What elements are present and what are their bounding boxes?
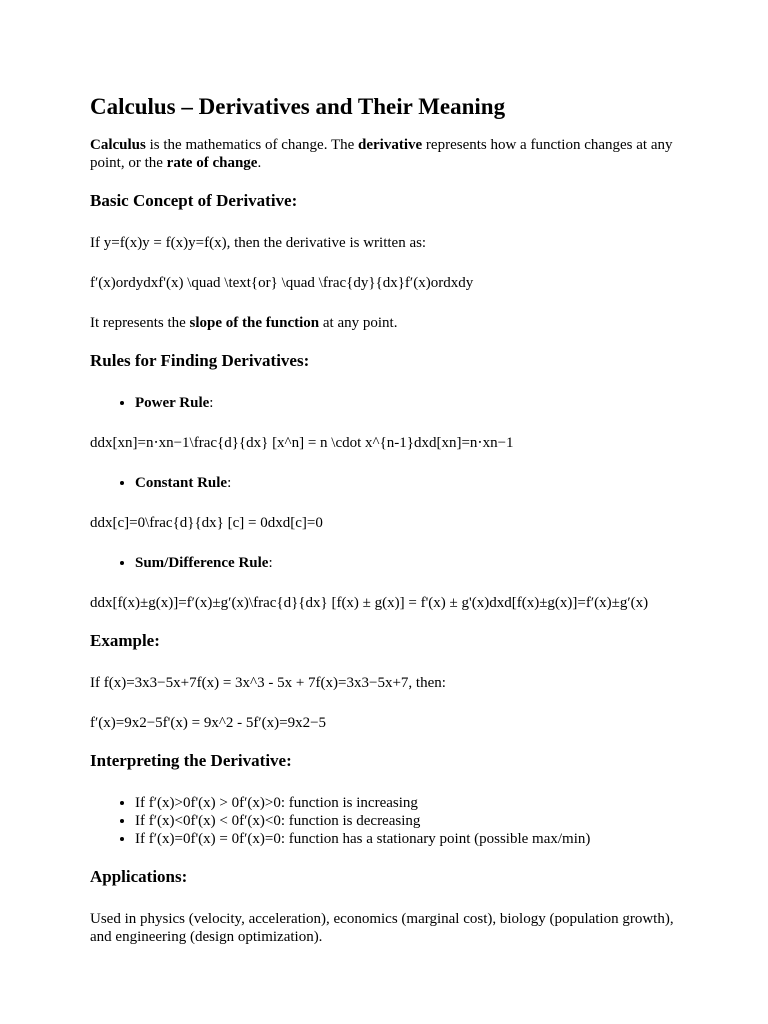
basic-line: If y=f(x)y = f(x)y=f(x), then the derivative is written as: [90,235,427,251]
sum-rule-colon: : [268,555,273,571]
applications-paragraph: Used in physics (velocity, acceleration), economics (marginal cost), biology (population growth), and engineering (design optimization). [90,911,674,945]
list-item [135,554,678,572]
constant-rule-list [90,474,678,492]
heading-rules: Rules for Finding Derivatives: [90,351,310,370]
page-title: Calculus – Derivatives and Their Meaning [90,94,506,119]
intro-text-2: represents how a function changes at any point, or the [90,137,673,171]
example-function-line: If f(x)=3x3−5x+7f(x) = 3x^3 - 5x + 7f(x)=3x3−5x+7, then: [90,675,446,691]
intro-text-3: . [257,155,262,171]
heading-basic-concept: Basic Concept of Derivative: [90,191,298,210]
sum-rule-name: Sum/Difference Rule [135,555,269,571]
slope-text-pre: It represents the [90,315,190,331]
sum-rule-list [90,554,678,572]
power-rule-formula: ddx[xn]=n⋅xn−1\frac{d}{dx} [x^n] = n \cdot x^{n-1}dxd[xn]=n⋅xn−1 [90,435,514,451]
power-rule-name: Power Rule [135,395,210,411]
derivative-notation-formula: f′(x)ordydxf'(x) \quad \text{or} \quad \frac{dy}{dx}f′(x)ordxdy [90,275,474,291]
list-item [135,394,678,412]
heading-applications: Applications: [90,867,188,886]
heading-interpreting: Interpreting the Derivative: [90,751,292,770]
interpreting-list [90,794,678,848]
list-item: • If f′(x)=0f'(x) = 0f′(x)=0: function has a stationary point (possible max/min) [135,830,678,848]
constant-rule-colon: : [227,475,232,491]
slope-term: slope of the function [189,315,320,331]
heading-example: Example: [90,631,160,650]
constant-rule-name: Constant Rule [135,475,228,491]
example-derivative-line: f′(x)=9x2−5f'(x) = 9x^2 - 5f′(x)=9x2−5 [90,715,327,731]
intro-paragraph [90,136,678,172]
intro-term-rate-of-change: rate of change [166,155,258,171]
list-item: • If f′(x)>0f'(x) > 0f′(x)>0: function is increasing [135,794,678,812]
power-rule-list [90,394,678,412]
intro-text-1: is the mathematics of change. The [145,137,359,153]
slope-paragraph [90,314,678,332]
intro-term-calculus: Calculus [90,137,146,153]
slope-text-post: at any point. [319,315,398,331]
sum-rule-formula: ddx[f(x)±g(x)]=f′(x)±g′(x)\frac{d}{dx} [f(x) ± g(x)] = f'(x) ± g'(x)dxd[f(x)±g(x)]=f′(x)±g′(x) [90,595,649,611]
power-rule-colon: : [209,395,214,411]
list-item [135,474,678,492]
constant-rule-formula: ddx[c]=0\frac{d}{dx} [c] = 0dxd[c]=0 [90,515,323,531]
intro-term-derivative: derivative [358,137,423,153]
list-item: • If f′(x)<0f'(x) < 0f′(x)<0: function is decreasing [135,812,678,830]
